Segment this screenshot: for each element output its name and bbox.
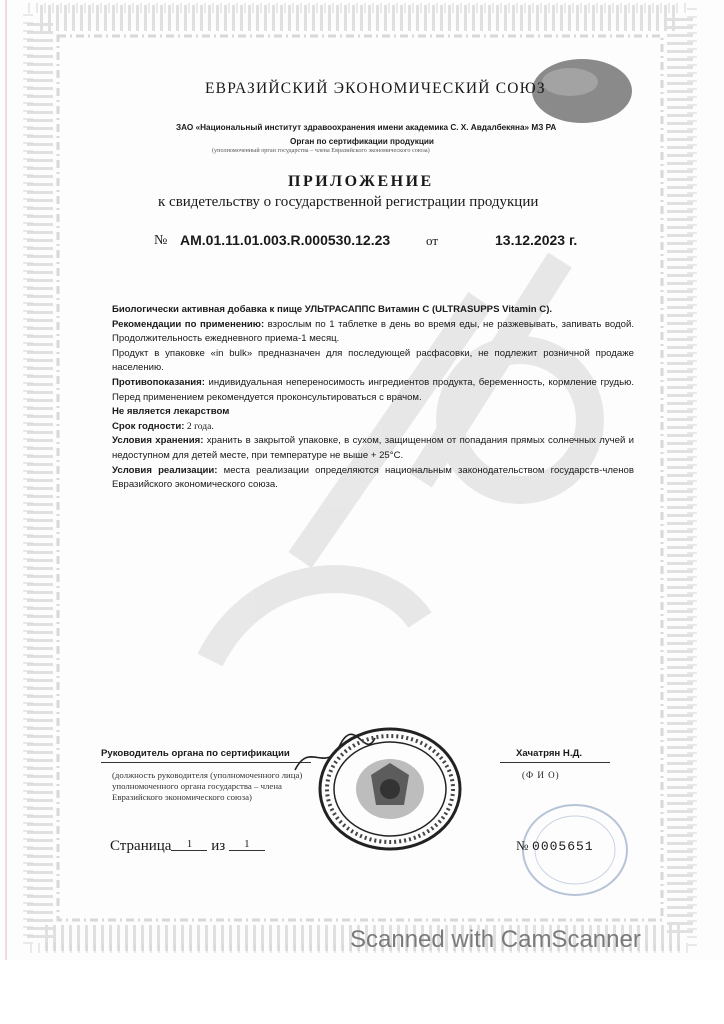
page-counter <box>110 838 265 855</box>
page-label: Страница <box>110 838 172 854</box>
shelf-life-label: Срок годности: <box>112 420 185 432</box>
storage-label: Условия хранения: <box>112 435 204 447</box>
fio-label: (Ф И О) <box>522 770 560 780</box>
storage-text: хранить в закрытой упаковке, в сухом, защищенном от попадания прямых солнечных лучей и недоступном для детей месте, при температуре не выше + 25°С. <box>112 435 635 461</box>
signature-line-right <box>500 762 610 763</box>
page-current: 1 <box>171 838 207 851</box>
contraindications-text: индивидуальная непереносимость ингредиентов продукта, беременность, кормление грудью. Перед применением рекомендуется проконсультироваться с врачом. <box>112 376 634 403</box>
shelf-life-text: 2 года. <box>184 420 214 432</box>
serial-value: 0005651 <box>532 839 594 854</box>
contraindications-label: Противопоказания: <box>112 376 205 388</box>
number-sign: № <box>154 233 168 248</box>
position-note: (должность руководителя (уполномоченного лица) уполномоченного органа государства – члена Евразийского экономического союза) <box>112 770 303 802</box>
institution-name: ЗАО «Национальный институт здравоохранения имени академика С. Х. Авдалбекяна» МЗ РА <box>176 123 557 132</box>
union-header: ЕВРАЗИЙСКИЙ ЭКОНОМИЧЕСКИЙ СОЮЗ <box>205 80 546 97</box>
certification-organ: Орган по сертификации продукции <box>290 137 434 146</box>
usage-label: Рекомендации по применению: <box>112 318 265 330</box>
document-subtitle: к свидетельству о государственной регистрации продукции <box>158 194 539 210</box>
scanner-watermark: Scanned with CamScanner <box>350 926 641 953</box>
serial-sign: № <box>516 838 529 853</box>
page-margin <box>0 960 724 1024</box>
page-total: 1 <box>229 838 265 851</box>
document-title: ПРИЛОЖЕНИЕ <box>288 173 434 190</box>
signature-line-left <box>101 762 311 763</box>
usage-text: взрослым по 1 таблетке в день во время еды, не разжевывать, запивать водой. Продолжительность ежедневного приема-1 месяц. <box>112 318 634 345</box>
date-preposition: от <box>426 233 439 248</box>
product-name: Биологически активная добавка к пище УЛЬТРАСАППС Витамин С (ULTRASUPPS Vitamin C). <box>112 304 553 315</box>
head-of-organ-name: Хачатрян Н.Д. <box>516 748 582 759</box>
sale-label: Условия реализации: <box>112 464 218 476</box>
not-drug-note: Не является лекарством <box>112 406 230 418</box>
organ-note: (уполномоченный орган государства – члена Евразийского экономического союза) <box>212 147 430 154</box>
certificate-number: AM.01.11.01.003.R.000530.12.23 <box>180 232 391 248</box>
page-of: из <box>211 838 226 854</box>
bulk-note: Продукт в упаковке «in bulk» предназначен для последующей расфасовки, не подлежит розничной продаже населению. <box>112 347 634 374</box>
product-description <box>112 303 634 493</box>
serial-number <box>516 838 594 854</box>
certificate-date: 13.12.2023 г. <box>495 232 578 248</box>
head-of-organ-label: Руководитель органа по сертификации <box>101 748 290 759</box>
sale-text: места реализации определяются национальным законодательством государств-членов Евразийского экономического союза. <box>112 464 634 491</box>
official-stamp <box>316 725 464 853</box>
